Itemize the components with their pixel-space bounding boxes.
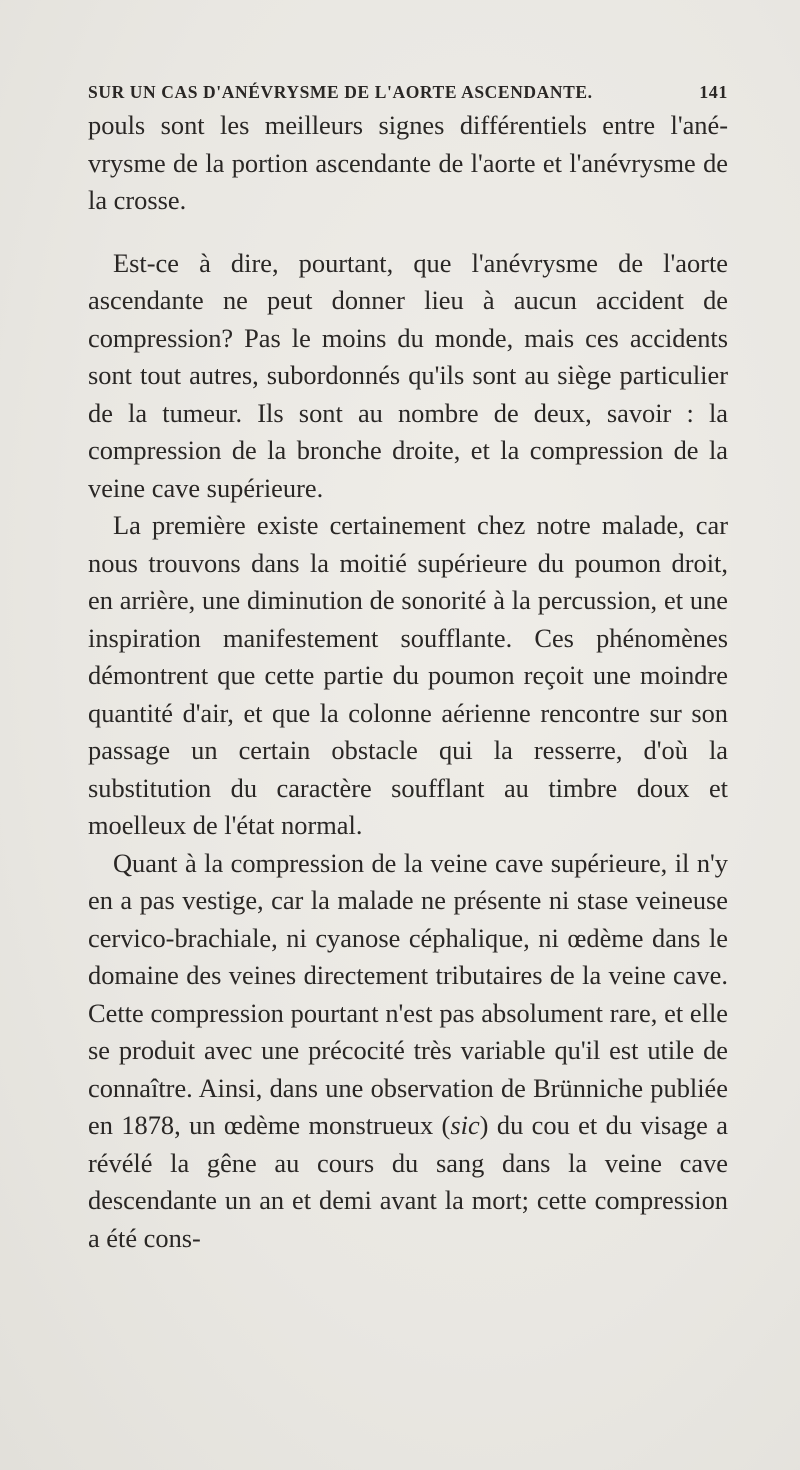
running-title: SUR UN CAS D'ANÉVRYSME DE L'AORTE ASCENDANTE. [88, 82, 593, 102]
paragraph-2: Est-ce à dire, pourtant, que l'anévrysme de l'aorte ascendante ne peut donner lieu à aucun accident de compression? Pas le moins du monde, mais ces accidents sont tout autres, subordonnés qu'ils sont au siège particulier de la tumeur. Ils sont au nombre de deux, savoir : la compression de la bronche droite, et la compression de la veine cave supérieure. [88, 247, 728, 503]
paragraph-4-part-b: ) du cou et du visage a révélé la gêne au cours du sang dans la veine cave descendante un an et demi avant la mort; cette compression a été cons- [88, 1110, 728, 1253]
body-text [88, 107, 728, 1257]
paragraph-4-part-a: Quant à la compression de la veine cave supérieure, il n'y en a pas vestige, car la malade ne présente ni stase veineuse cervico-brachiale, ni cyanose céphalique, ni œdème dans le domaine des veines directement tributaires de la veine cave. Cette compression pourtant n'est pas absolument rare, et elle se produit avec une précocité très variable qu'il est utile de connaître. Ainsi, dans une observation de Brünniche publiée en 1878, un œdème monstrueux ( [88, 847, 728, 1140]
paragraph-3: La première existe certainement chez notre malade, car nous trouvons dans la moitié supérieure du poumon droit, en arrière, une diminution de sonorité à la percussion, et une inspiration manifestement soufflante. Ces phénomènes démontrent que cette partie du poumon reçoit une moindre quantité d'air, et que la colonne aérienne rencontre sur son passage un certain obstacle qui la resserre, d'où la substitution du caractère soufflant au timbre doux et moelleux de l'état normal. [88, 510, 728, 840]
sic-note: sic [450, 1110, 480, 1140]
running-header [88, 82, 728, 103]
paragraph-1: pouls sont les meilleurs signes différentiels entre l'anévrysme de la portion ascendante de l'aorte et l'anévrysme de la crosse. [88, 110, 728, 215]
paragraph-4 [88, 845, 728, 1258]
page-number: 141 [699, 82, 728, 102]
